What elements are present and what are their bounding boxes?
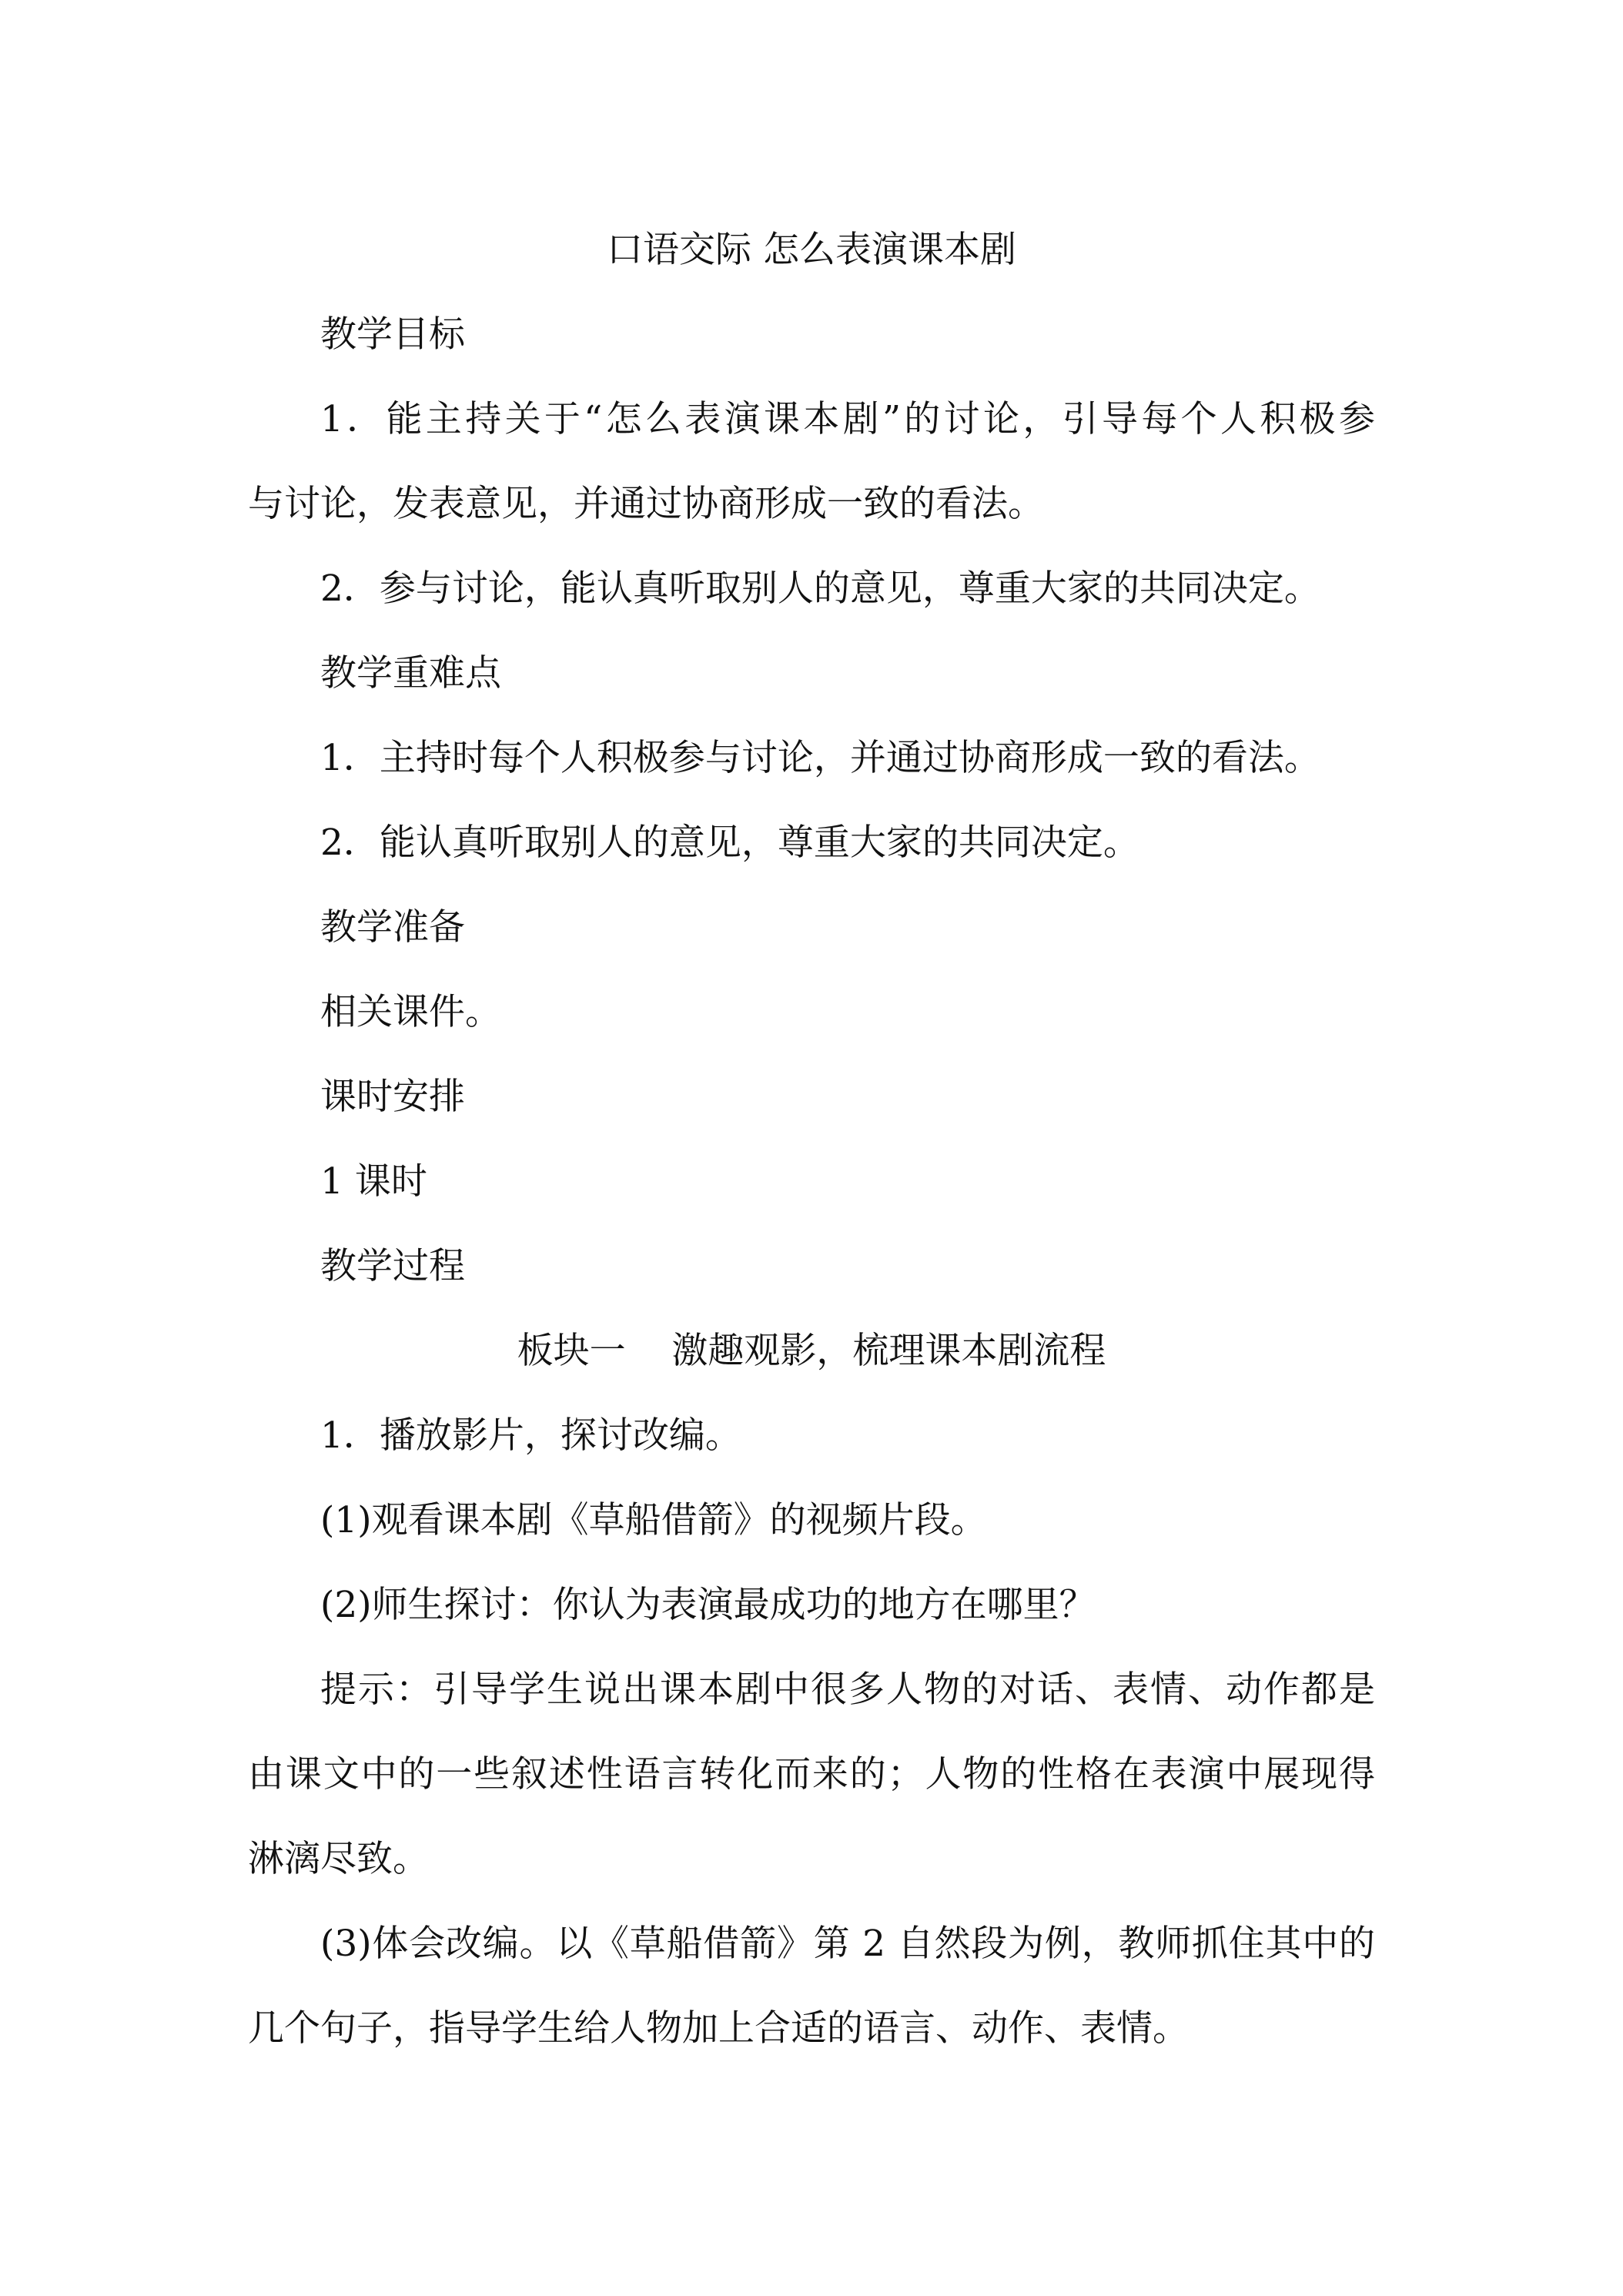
heading-objectives: 教学目标	[320, 313, 465, 356]
schedule-text: 1 课时	[320, 1160, 427, 1203]
step-1-3-line-1: (3)体会改编。以《草船借箭》第 2 自然段为例，教师抓住其中的	[320, 1923, 1375, 1965]
document-title: 口语交际 怎么表演课本剧	[607, 229, 1016, 271]
heading-schedule: 课时安排	[320, 1076, 465, 1118]
heading-process: 教学过程	[320, 1245, 465, 1287]
hint-line-3: 淋漓尽致。	[248, 1838, 429, 1880]
heading-key-points: 教学重难点	[320, 652, 501, 694]
hint-line-1: 提示：引导学生说出课本剧中很多人物的对话、表情、动作都是	[320, 1668, 1375, 1711]
document-page	[248, 208, 1375, 2071]
step-1: 1．播放影片，探讨改编。	[320, 1414, 741, 1457]
key-point-1: 1．主持时每个人积极参与讨论，并通过协商形成一致的看法。	[320, 737, 1320, 779]
hint-line-2: 由课文中的一些叙述性语言转化而来的；人物的性格在表演中展现得	[248, 1753, 1375, 1796]
heading-preparation: 教学准备	[320, 906, 465, 949]
step-1-3-line-2: 几个句子，指导学生给人物加上合适的语言、动作、表情。	[248, 2007, 1189, 2050]
step-1-1: (1)观看课本剧《草船借箭》的视频片段。	[320, 1499, 987, 1541]
section-heading-1: 板块一 激趣观影，梳理课本剧流程	[517, 1330, 1106, 1372]
objective-1-line-2: 与讨论，发表意见，并通过协商形成一致的看法。	[248, 483, 1044, 525]
objective-1-line-1: 1．能主持关于“怎么表演课本剧”的讨论，引导每个人积极参	[320, 398, 1375, 440]
step-1-2: (2)师生探讨：你认为表演最成功的地方在哪里？	[320, 1584, 1096, 1626]
objective-2: 2．参与讨论，能认真听取别人的意见，尊重大家的共同决定。	[320, 567, 1320, 610]
preparation-text: 相关课件。	[320, 991, 501, 1033]
key-point-2: 2．能认真听取别人的意见，尊重大家的共同决定。	[320, 822, 1139, 864]
